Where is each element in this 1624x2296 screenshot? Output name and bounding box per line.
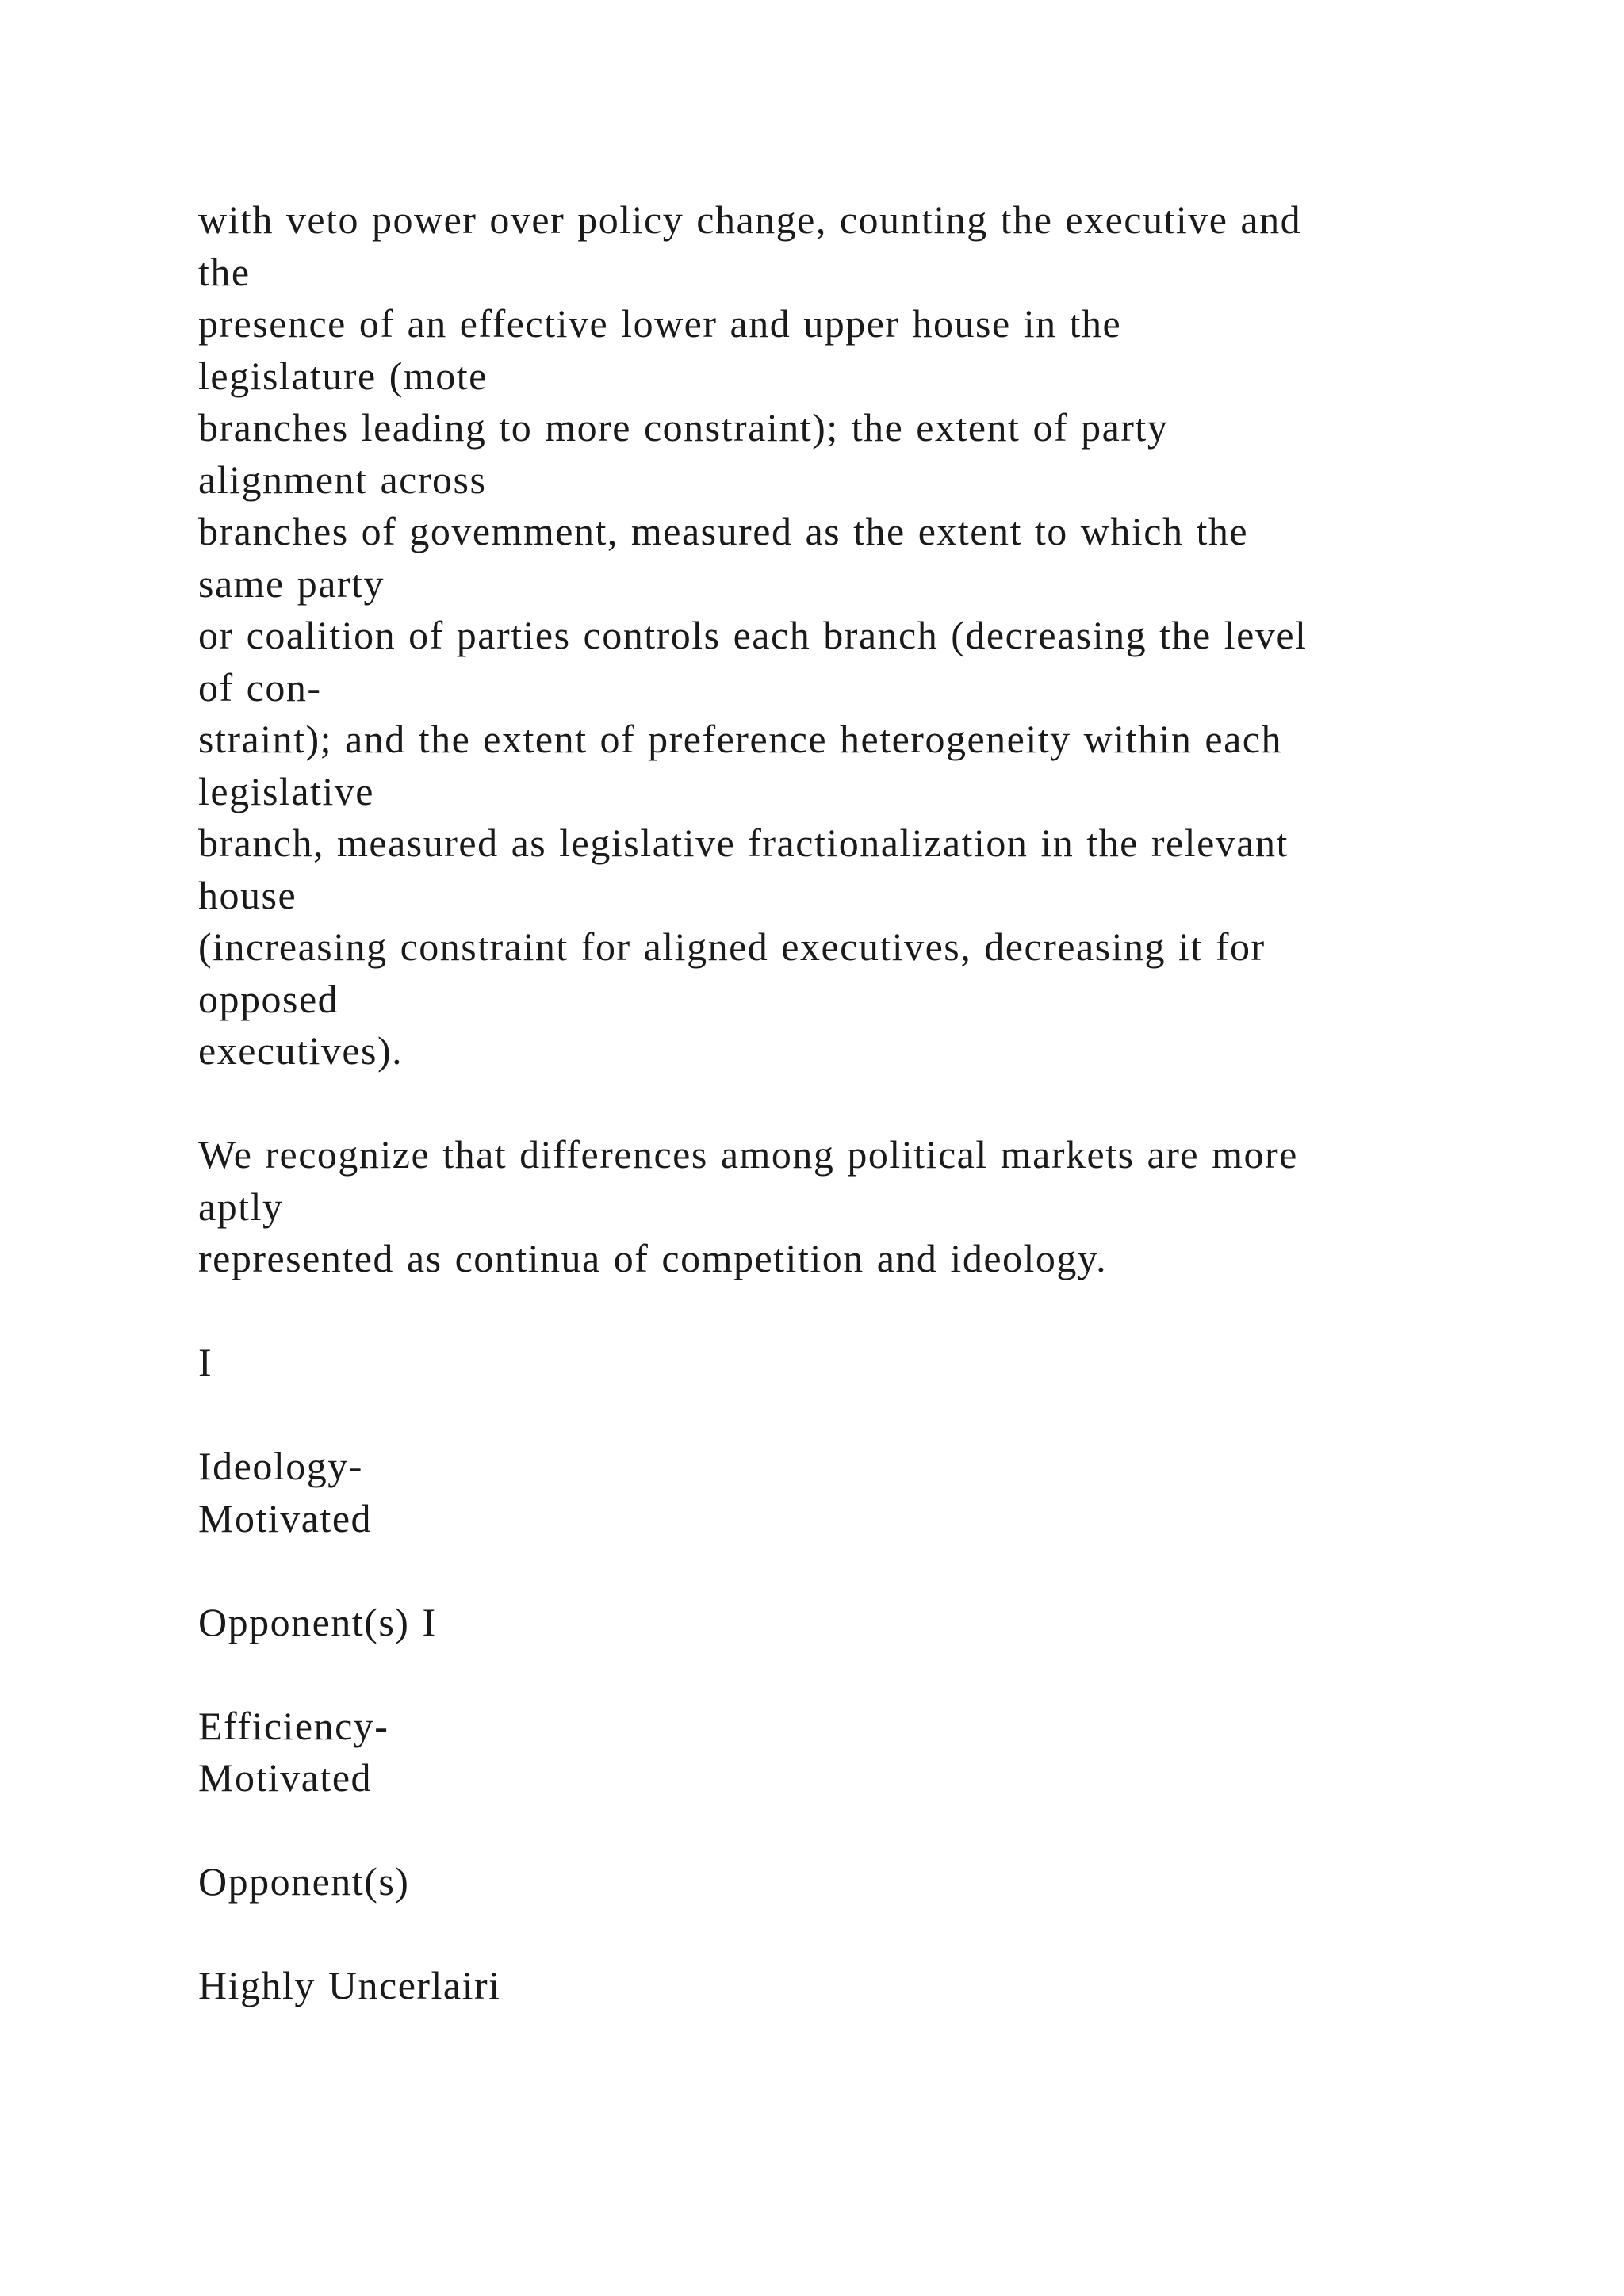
text-line: presence of an effective lower and upper house in the (198, 301, 1122, 346)
figure-label-opponents (198, 1856, 1507, 1908)
text-line: aptly (198, 1184, 284, 1229)
text-line: Opponent(s) I (198, 1599, 437, 1644)
text-line: of con- (198, 664, 322, 710)
text-line: branches leading to more constraint); the extent of party (198, 405, 1169, 450)
figure-label-efficiency-motivated (198, 1701, 1507, 1804)
text-line: Opponent(s) (198, 1859, 410, 1904)
document-page (198, 194, 1507, 2064)
text-line: We recognize that differences among political markets are more (198, 1132, 1298, 1177)
figure-label-highly-uncertain (198, 1960, 1507, 2012)
text-line: represented as continua of competition and ideology. (198, 1236, 1108, 1280)
paragraph-veto-constraint (198, 194, 1507, 1077)
figure-label-i (198, 1337, 1507, 1389)
text-line: legislative (198, 768, 374, 813)
text-line: house (198, 872, 297, 917)
text-line: Motivated (198, 1495, 373, 1540)
text-line: Efficiency- (198, 1703, 389, 1748)
text-line: Ideology- (198, 1444, 363, 1488)
text-line: executives). (198, 1028, 404, 1073)
text-line: the (198, 249, 251, 294)
text-line: I (198, 1340, 213, 1384)
text-line: (increasing constraint for aligned executives, decreasing it for (198, 924, 1266, 969)
figure-label-opponents-i (198, 1597, 1507, 1649)
text-line: legislature (mote (198, 353, 488, 398)
text-line: alignment across (198, 457, 487, 502)
text-line: opposed (198, 976, 339, 1021)
text-line: same party (198, 561, 385, 606)
text-line: Motivated (198, 1755, 373, 1800)
figure-label-ideology-motivated (198, 1441, 1507, 1544)
text-line: Highly Uncerlairi (198, 1963, 501, 2007)
text-line: branch, measured as legislative fractionalization in the relevant (198, 821, 1289, 865)
paragraph-political-markets (198, 1129, 1507, 1285)
text-line: branches of govemment, measured as the extent to which the (198, 509, 1249, 553)
text-line: or coalition of parties controls each branch (decreasing the level (198, 613, 1308, 657)
text-line: with veto power over policy change, counting the executive and (198, 197, 1302, 242)
text-line: straint); and the extent of preference heterogeneity within each (198, 717, 1282, 761)
